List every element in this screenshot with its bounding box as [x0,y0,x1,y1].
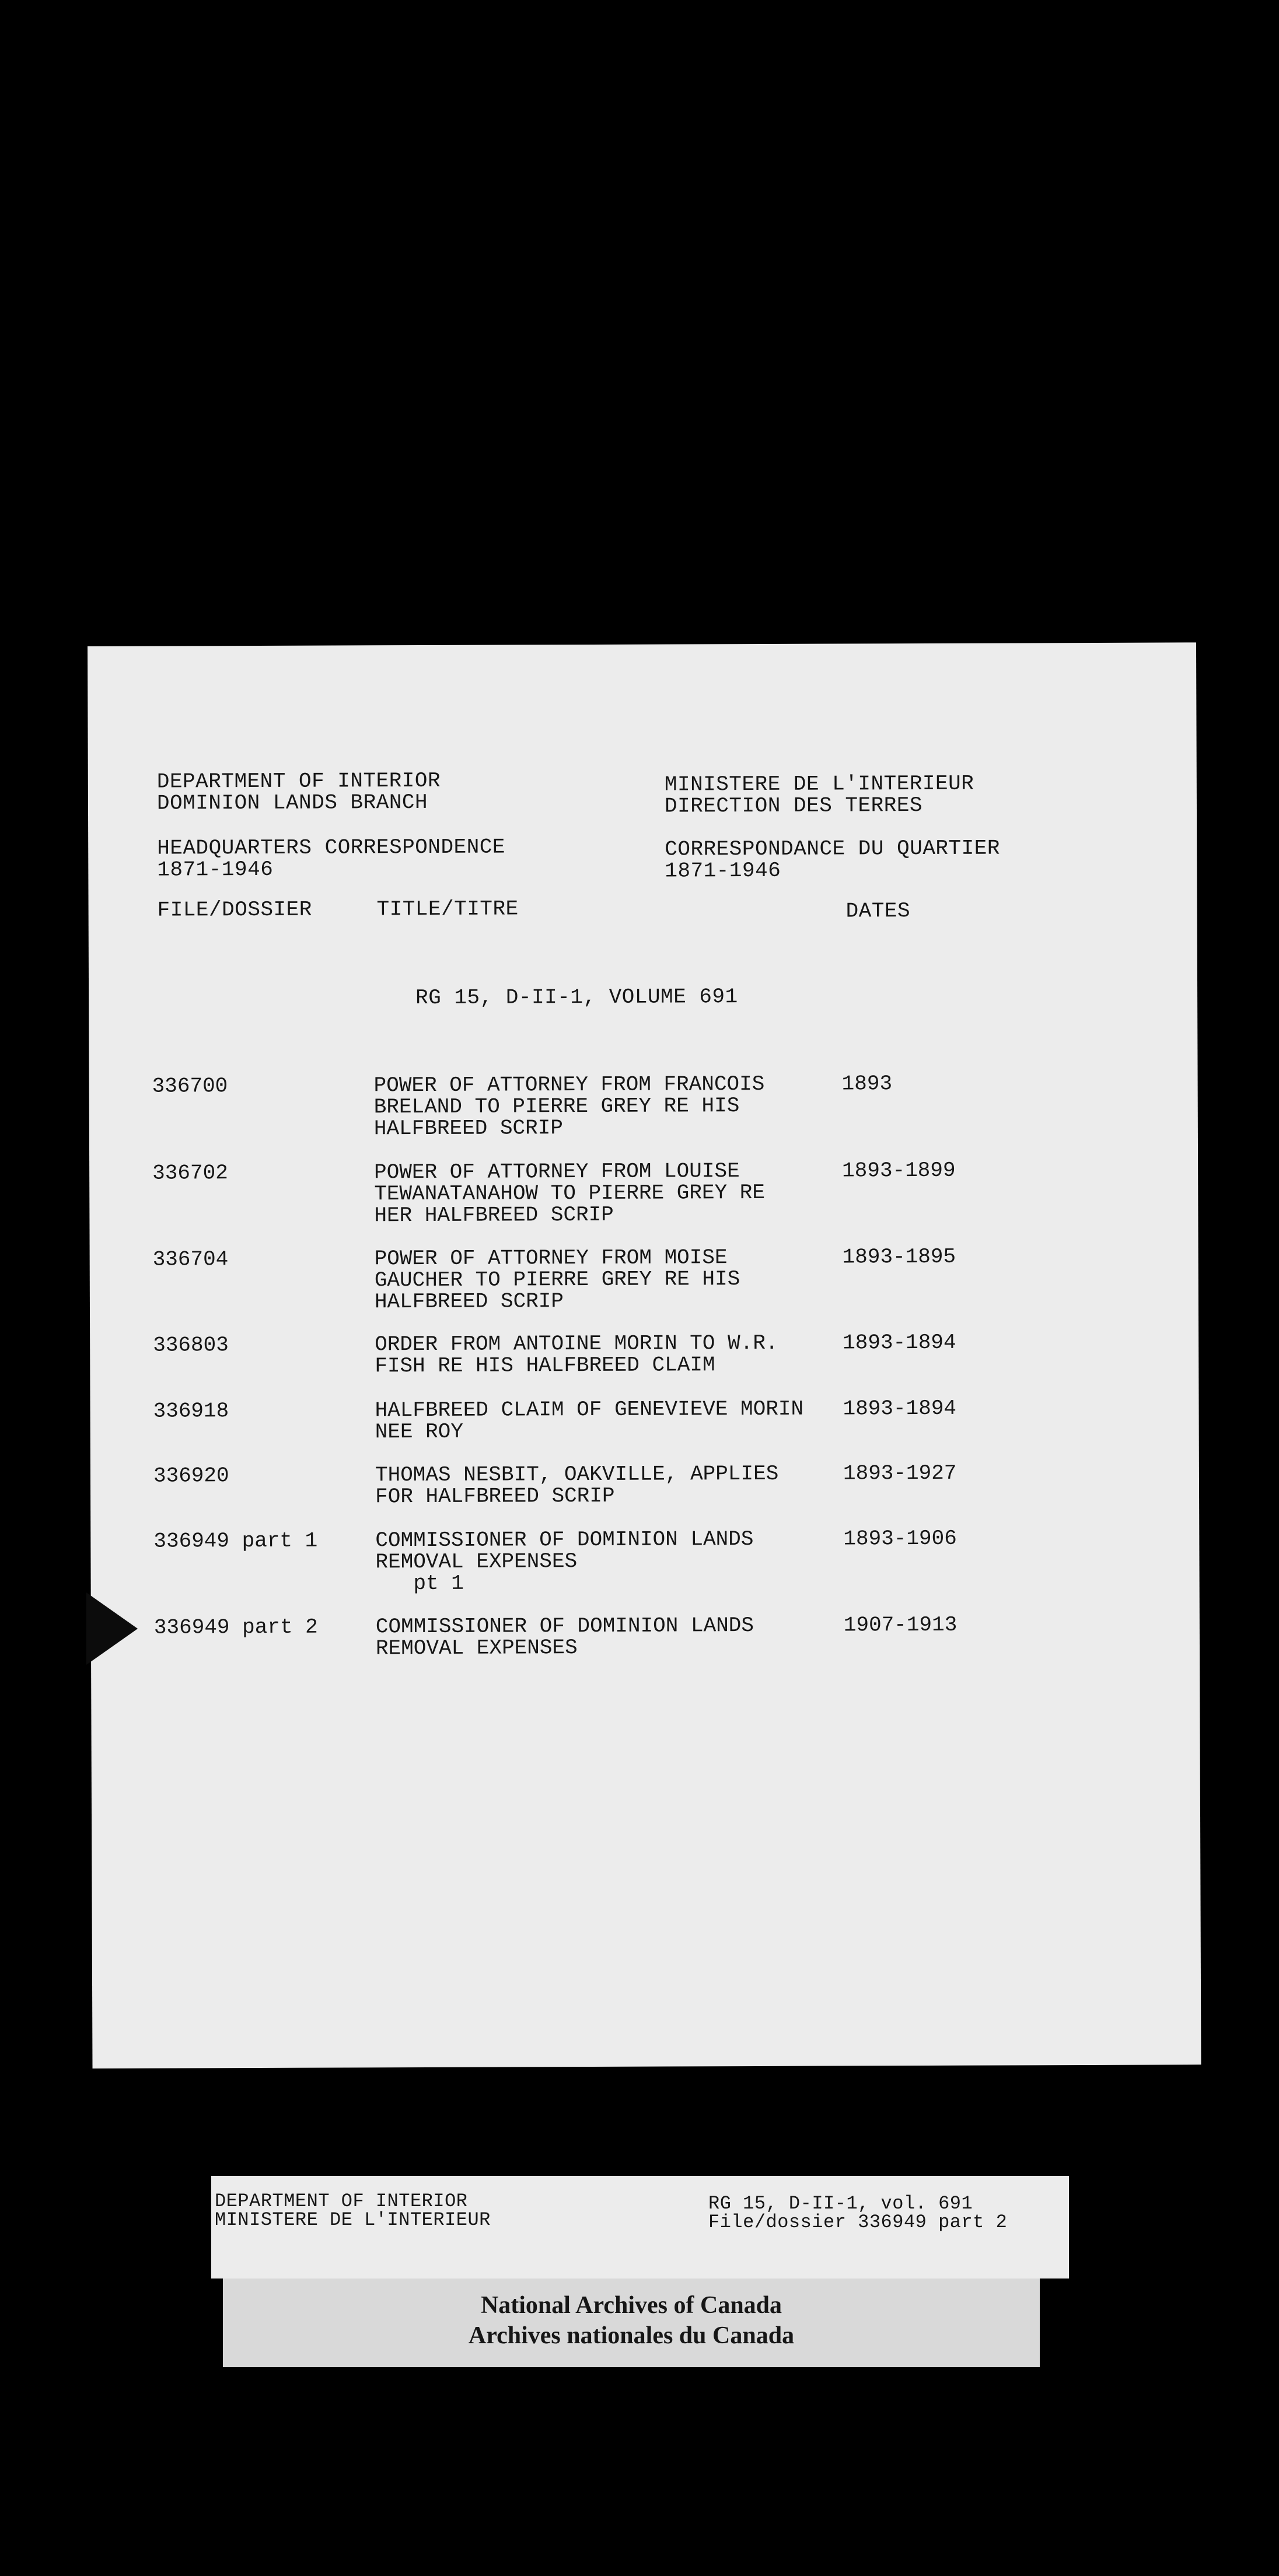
file-dates: 1893-1899 [842,1158,956,1183]
dept-name-fr: MINISTERE DE L'INTERIEUR [664,771,974,797]
file-dates: 1893-1895 [842,1244,956,1269]
file-entry-selected [91,1612,1200,1661]
column-header-dates: DATES [845,899,911,923]
branch-name-en: DOMINION LANDS BRANCH [156,790,428,816]
archives-name-fr: Archives nationales du Canada [468,2322,795,2349]
file-entry [90,1396,1199,1444]
target-file-label [211,2176,1069,2278]
file-title: THOMAS NESBIT, OAKVILLE, APPLIES FOR HALFBREED SCRIP [375,1461,779,1509]
label-dept-en: DEPARTMENT OF INTERIOR [215,2190,468,2212]
file-title: POWER OF ATTORNEY FROM FRANCOIS BRELAND TO PIERRE GREY RE HIS HALFBREED SCRIP [373,1072,765,1141]
file-number: 336702 [152,1161,228,1185]
file-entry [90,1461,1199,1509]
file-number: 336803 [153,1333,229,1357]
file-entry [90,1526,1199,1596]
finding-aid-page [88,642,1201,2068]
label-dept-fr: MINISTERE DE L'INTERIEUR [215,2209,491,2231]
file-title: HALFBREED CLAIM OF GENEVIEVE MORIN NEE ROY [375,1396,804,1444]
file-entry [90,1244,1198,1314]
file-title: POWER OF ATTORNEY FROM MOISE GAUCHER TO PIERRE GREY RE HIS HALFBREED SCRIP [374,1245,740,1314]
file-number: 336704 [152,1247,229,1272]
years-fr: 1871-1946 [665,858,781,883]
file-entry [89,1072,1198,1141]
file-entry [89,1158,1198,1228]
correspondence-fr: CORRESPONDANCE DU QUARTIER [665,836,1000,862]
label-file: File/dossier 336949 part 2 [708,2211,1008,2233]
branch-name-fr: DIRECTION DES TERRES [664,793,923,818]
volume-reference: RG 15, D-II-1, VOLUME 691 [415,985,738,1010]
label-reference: RG 15, D-II-1, vol. 691 [708,2193,973,2214]
file-number: 336949 part 1 [153,1528,318,1553]
archives-label [223,2278,1040,2367]
file-dates: 1893-1894 [843,1330,956,1355]
file-number: 336949 part 2 [153,1615,318,1640]
archives-name-en: National Archives of Canada [480,2292,782,2319]
column-header-file: FILE/DOSSIER [157,897,312,922]
file-number: 336920 [153,1464,229,1488]
file-dates: 1893 [841,1072,893,1096]
file-number: 336918 [153,1399,229,1423]
dept-name-en: DEPARTMENT OF INTERIOR [156,768,441,794]
years-en: 1871-1946 [157,857,274,882]
correspondence-en: HEADQUARTERS CORRESPONDENCE [157,835,506,860]
file-dates: 1907-1913 [843,1612,957,1637]
file-title: POWER OF ATTORNEY FROM LOUISE TEWANATANAHOW TO PIERRE GREY RE HER HALFBREED SCRIP [374,1159,766,1228]
file-title: COMMISSIONER OF DOMINION LANDS REMOVAL EXPENSES [375,1614,754,1661]
file-dates: 1893-1906 [843,1526,957,1551]
column-header-title: TITLE/TITRE [376,897,519,922]
file-entry [90,1330,1198,1378]
file-dates: 1893-1894 [843,1396,957,1421]
file-title: ORDER FROM ANTOINE MORIN TO W.R. FISH RE HIS HALFBREED CLAIM [375,1331,778,1378]
file-title: COMMISSIONER OF DOMINION LANDS REMOVAL EXPENSES pt 1 [375,1527,754,1596]
file-dates: 1893-1927 [843,1461,957,1486]
pointer-arrow-icon [86,1592,138,1665]
file-number: 336700 [152,1074,228,1098]
